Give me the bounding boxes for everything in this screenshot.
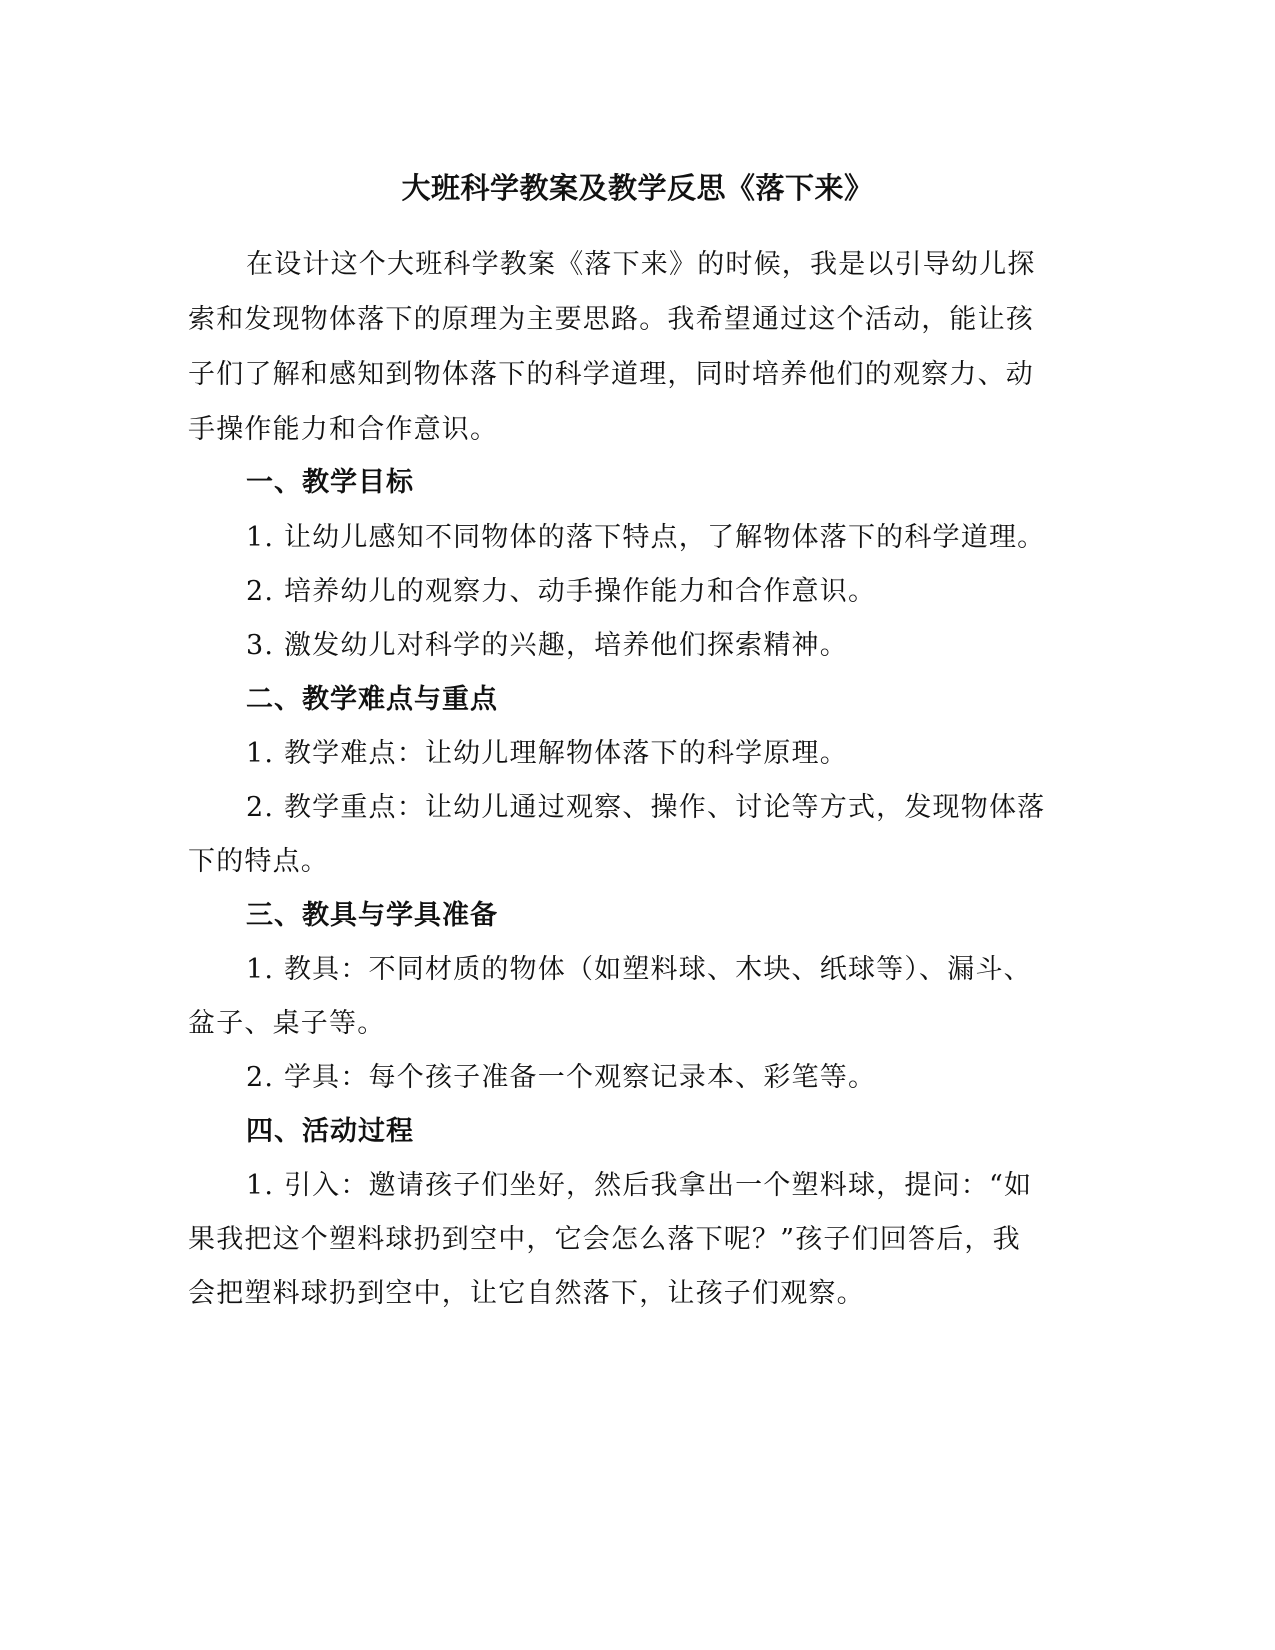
goal-item-3: 3. 激发幼儿对科学的兴趣，培养他们探索精神。 xyxy=(246,630,848,661)
process-item-1-line-3: 会把塑料球扔到空中，让它自然落下，让孩子们观察。 xyxy=(188,1278,865,1309)
materials-item-1-line-2: 盆子、桌子等。 xyxy=(188,1008,386,1039)
section-heading-goals: 一、教学目标 xyxy=(246,467,414,498)
key-point-item-line-2: 下的特点。 xyxy=(188,846,329,877)
goal-item-1: 1. 让幼儿感知不同物体的落下特点，了解物体落下的科学道理。 xyxy=(246,522,1046,553)
difficulty-item-1: 1. 教学难点：让幼儿理解物体落下的科学原理。 xyxy=(246,738,848,769)
goal-item-2: 2. 培养幼儿的观察力、动手操作能力和合作意识。 xyxy=(246,576,877,607)
section-heading-materials: 三、教具与学具准备 xyxy=(246,900,498,931)
intro-line-2: 索和发现物体落下的原理为主要思路。我希望通过这个活动，能让孩 xyxy=(188,304,1034,335)
key-point-item-line-1: 2. 教学重点：让幼儿通过观察、操作、讨论等方式，发现物体落 xyxy=(246,792,1046,823)
materials-item-1-line-1: 1. 教具：不同材质的物体（如塑料球、木块、纸球等）、漏斗、 xyxy=(246,954,1032,985)
intro-line-4: 手操作能力和合作意识。 xyxy=(188,414,499,445)
process-item-1-line-2: 果我把这个塑料球扔到空中，它会怎么落下呢？”孩子们回答后，我 xyxy=(188,1224,1021,1255)
section-heading-difficulties: 二、教学难点与重点 xyxy=(246,684,498,715)
intro-line-1: 在设计这个大班科学教案《落下来》的时候，我是以引导幼儿探 xyxy=(246,249,1036,280)
section-heading-process: 四、活动过程 xyxy=(246,1116,414,1147)
document-title: 大班科学教案及教学反思《落下来》 xyxy=(401,171,874,205)
materials-item-2: 2. 学具：每个孩子准备一个观察记录本、彩笔等。 xyxy=(246,1062,877,1093)
intro-line-3: 子们了解和感知到物体落下的科学道理，同时培养他们的观察力、动 xyxy=(188,359,1034,390)
process-item-1-line-1: 1. 引入：邀请孩子们坐好，然后我拿出一个塑料球，提问：“如 xyxy=(246,1170,1033,1201)
